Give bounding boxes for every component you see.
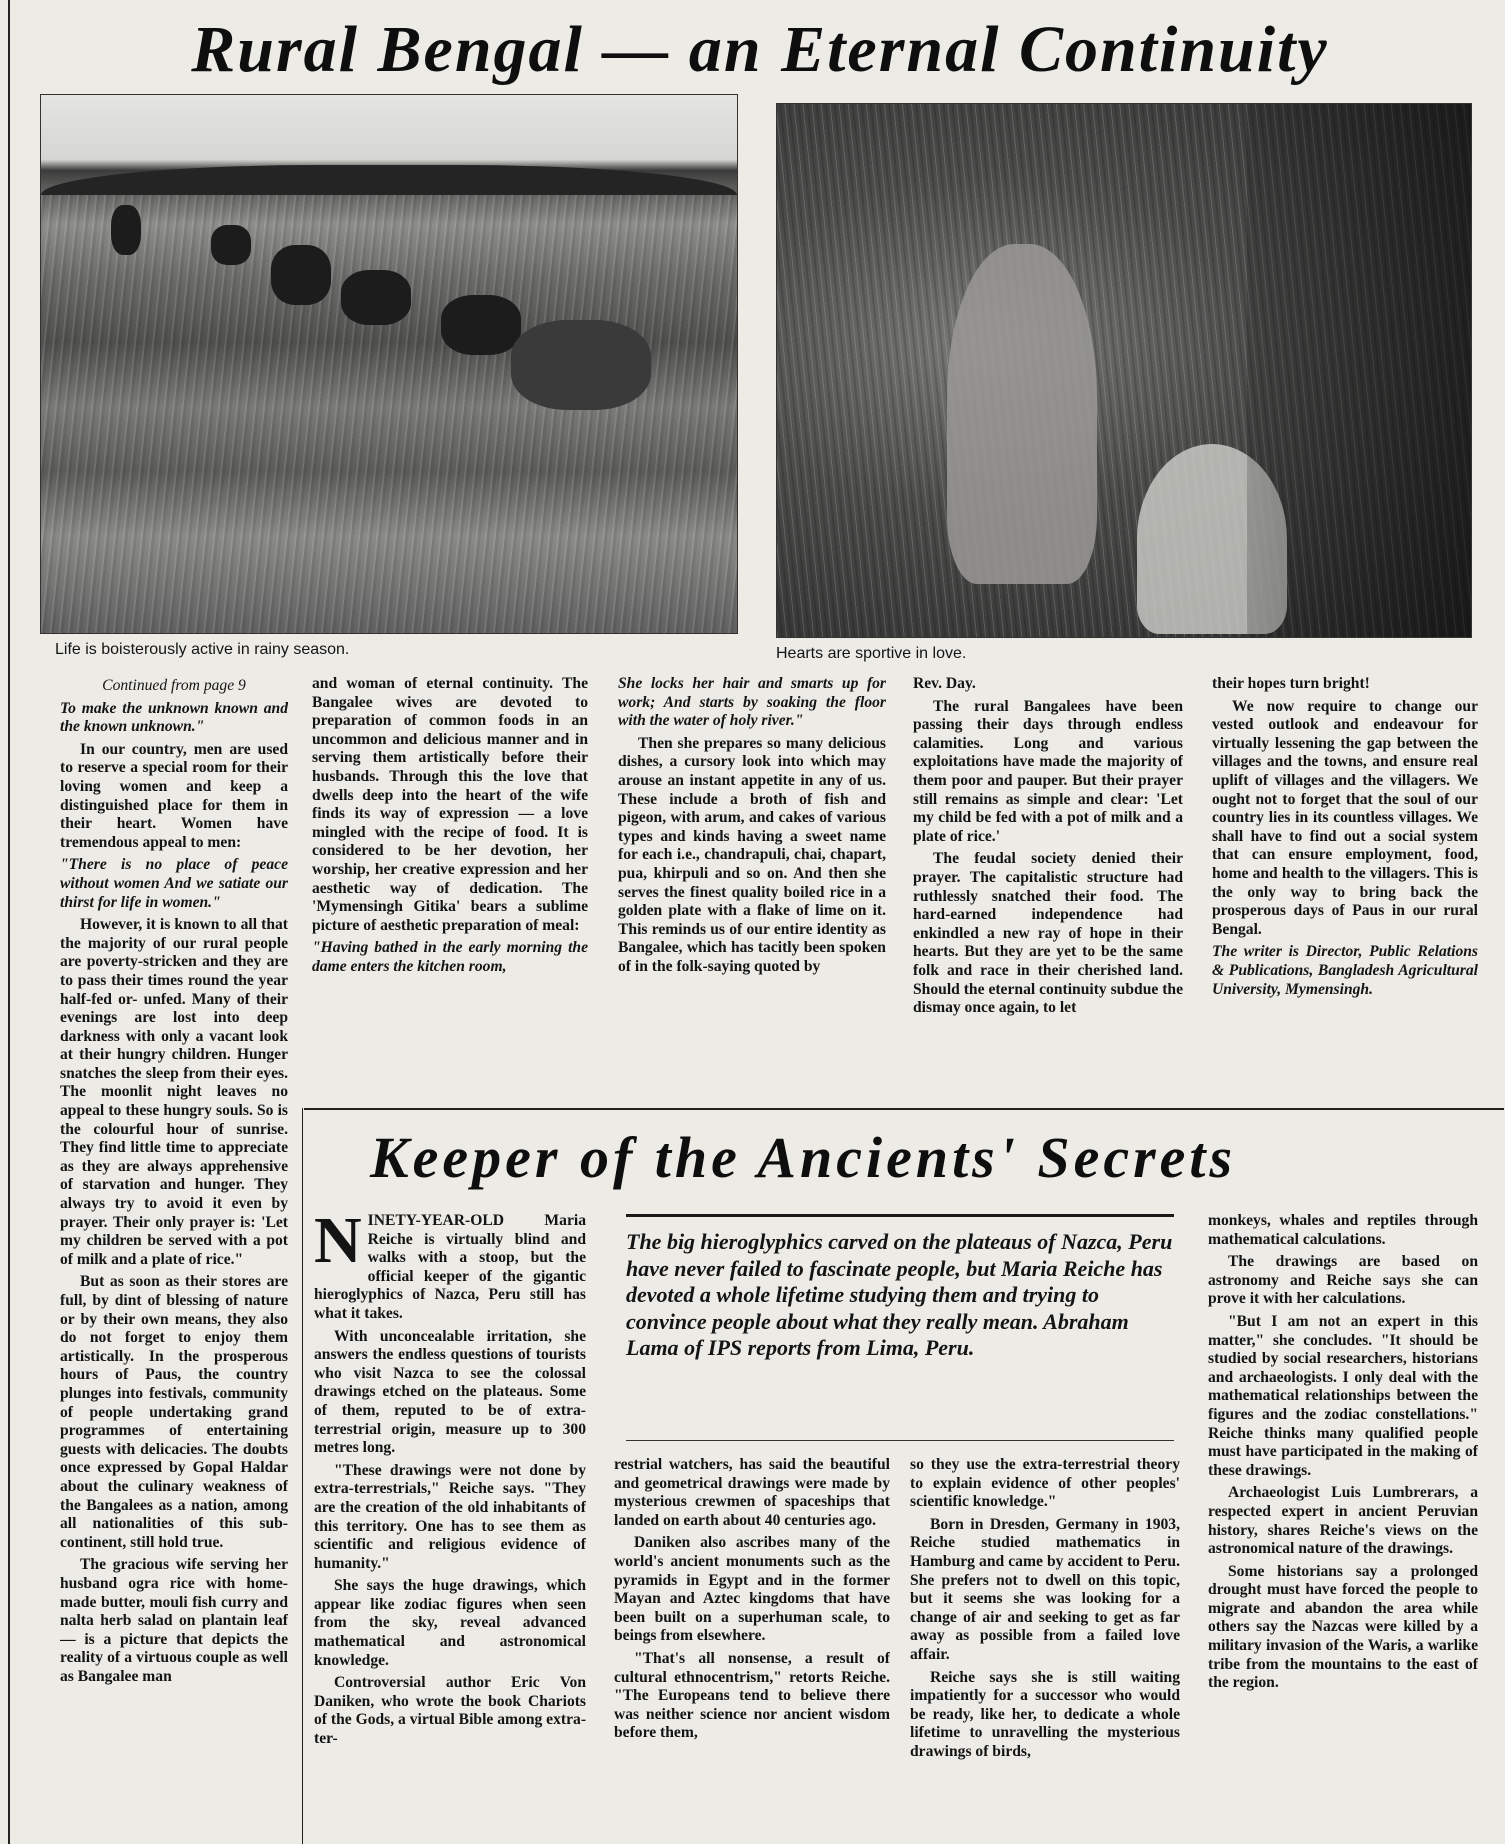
headline-keeper-ancients: Keeper of the Ancients' Secrets	[370, 1125, 1237, 1190]
quote-text: She locks her hair and smarts up for work; And starts by soaking the floor with the water of holy river."	[618, 675, 886, 730]
caption-photo-1: Life is boisterously active in rainy season.	[55, 641, 350, 658]
paragraph: "These drawings were not done by extra-terrestrials," Reiche says. "They are the creation of the old inhabitants of this territory. One has to see them as scientific and religious evidence of humanity."	[314, 1461, 586, 1572]
paragraph: In our country, men are used to reserve a special room for their loving women and keep a distinguished place for them in their heart. Women have tremendous appeal to men:	[60, 740, 288, 851]
paragraph: She says the huge drawings, which appear like zodiac figures when seen from the sky, reveal advanced mathematical and astronomical knowledge.	[314, 1577, 586, 1669]
paragraph: Reiche says she is still waiting impatiently for a successor who would be ready, like her, to dedicate a whole lifetime to unravelling the mysterious drawings of birds,	[910, 1668, 1180, 1760]
photo-paddy-texture	[41, 195, 737, 633]
photo-couple-in-reeds	[776, 103, 1472, 638]
photo-treeline	[41, 165, 737, 195]
paragraph: However, it is known to all that the majority of our rural people are poverty-stricken and they are to pass their times round the year half-fed or- unfed. Many of their evenings are lost into deep darkness with only a vacant look at their hungry children. Hunger snatches the sleep from their eyes. The moonlit night leaves no appeal to these hungry souls. So is the colourful hour of sunrise. They find little time to appreciate as they are always apprehensive of starvation and hunger. They always try to avoid it even by prayer. Their only prayer is: 'Let my children be served with a pot of milk and a plate of rice."	[60, 916, 288, 1268]
paragraph: so they use the extra-terrestrial theory to explain evidence of other peoples' scientific knowledge."	[910, 1456, 1180, 1511]
article1-column-2	[312, 675, 588, 1095]
article1-column-3	[618, 675, 886, 1105]
article2-column-1	[314, 1212, 586, 1838]
paragraph: Some historians say a prolonged drought must have forced the people to migrate and abandon the area while others say the Nazcas were killed by a military invasion of the Waris, a warlike tribe from the mountains to the east of the region.	[1208, 1562, 1478, 1692]
column-rule	[302, 1108, 303, 1844]
pull-quote	[626, 1214, 1174, 1360]
paragraph: "That's all nonsense, a result of cultural ethnocentrism," retorts Reiche. "The Europeans tend to believe there was neither science nor ancient wisdom before them,	[614, 1649, 890, 1742]
caption-photo-2: Hearts are sportive in love.	[776, 645, 967, 662]
paragraph: With unconcealable irritation, she answers the endless questions of tourists who visit Nazca to see the colossal drawings etched on the plateaus. Some of them, reputed to be of extra-terrestrial origin, measure up to 300 metres long.	[314, 1327, 586, 1457]
photo-figure	[341, 270, 411, 325]
paragraph: and woman of eternal continuity. The Bangalee wives are devoted to preparation of common foods in an uncommon and delicious manner and in serving them artistically before their husbands. Through this the love that dwells deep into the heart of the wife finds its way of expression — a love mingled with the recipe of food. It is considered to be her devotion, her worship, her creative expression and her aesthetic way of dedication. The 'Mymensingh Gitika' bears a sublime picture of aesthetic preparation of meal:	[312, 675, 588, 934]
article-divider-rule	[304, 1108, 1504, 1110]
paragraph: But as soon as their stores are full, by dint of blessing of nature or by their own means, they also do not forget to enjoy them artistically. In the prosperous hours of Paus, the country plunges into festivals, community of people undertaking grand programmes of entertaining guests with delicacies. The doubts once expressed by Gopal Haldar about the culinary weakness of the Bangalees as a nation, among all nationalities of this sub-continent, still hold true.	[60, 1273, 288, 1551]
paragraph: "But I am not an expert in this matter," she concludes. "It should be studied by social researchers, historians and archaeologists. I only deal with the mathematical relationships between the figures and the zodiac constellations." Reiche thinks many qualified people must have participated in the making of these drawings.	[1208, 1312, 1478, 1479]
pull-quote-tail: of IPS reports from Lima, Peru.	[684, 1335, 975, 1360]
paragraph: Daniken also ascribes many of the world's ancient monuments such as the pyramids in Egypt and in the former Mayan and Aztec kingdoms that have been built on a superhuman scale, to beings from elsewhere.	[614, 1534, 890, 1645]
article2-column-2	[614, 1456, 890, 1836]
photo-figure	[211, 225, 251, 265]
paragraph: restrial watchers, has said the beautiful and geometrical drawings were made by mysterious crewmen of spaceships that landed on earth about 40 centuries ago.	[614, 1456, 890, 1529]
photo-man-figure	[947, 244, 1097, 584]
paragraph: monkeys, whales and reptiles through mathematical calculations.	[1208, 1212, 1478, 1248]
paragraph: Born in Dresden, Germany in 1903, Reiche studied mathematics in Hamburg and came by accident to Peru. She prefers not to dwell on this topic, but it seems she was looking for a change of air and seeking to get as far away as possible from a failed love affair.	[910, 1515, 1180, 1663]
photo-shadow	[1247, 104, 1471, 637]
article2-column-4	[1208, 1212, 1478, 1838]
article1-column-5	[1212, 675, 1478, 1105]
pull-quote-rule	[626, 1440, 1174, 1441]
paragraph: The rural Bangalees have been passing their days through endless calamities. Long and various exploitations have made the majority of them poor and pauper. But their prayer still remains as simple and clear: 'Let my child be fed with a pot of milk and a plate of rice.'	[913, 697, 1183, 845]
photo-figure	[441, 295, 521, 355]
paragraph: The feudal society denied their prayer. The capitalistic structure had ruthlessly snatched their food. The hard-earned independence had enkindled a new ray of hope in their hearts. But they are yet to be the same folk and race in their cherished land. Should the eternal continuity subdue the dismay once again, to let	[913, 850, 1183, 1017]
photo-figure	[111, 205, 141, 255]
photo-figure	[271, 245, 331, 305]
article1-column-4	[913, 675, 1183, 1105]
continued-note: Continued from page 9	[102, 677, 246, 694]
quote-text: "Having bathed in the early morning the dame enters the kitchen room,	[312, 939, 588, 975]
paragraph: their hopes turn bright!	[1212, 675, 1370, 692]
paragraph: We now require to change our vested outlook and endeavour for virtually lessening the gap between the villages and the towns, and ensure real uplift of villages and the villagers. We ought not to forget that the soul of our country lies in its countless villages. We shall have to find out a social system that can ensure employment, food, home and health to the villagers. This is the only way to bring back the prosperous days of Paus in our rural Bengal.	[1212, 697, 1478, 938]
photo-rainy-season-field	[40, 94, 738, 634]
page-left-rule	[8, 0, 10, 1844]
paragraph: Controversial author Eric Von Daniken, who wrote the book Chariots of the Gods, a virtual Bible among extra-ter-	[314, 1674, 586, 1748]
paragraph: Then she prepares so many delicious dishes, a cursory look into which may arouse an instant appetite in any of us. These include a broth of fish and pigeon, with arum, and cakes of various types and kinds having a sweet name for each i.e., chandrapuli, chai, chapart, pua, khirpuli and so on. And then she serves the finest quality boiled rice in a golden plate with a flake of lime on it. This reminds us of our entire identity as Bangalee, which has tacitly been spoken of in the folk-saying quoted by	[618, 734, 886, 975]
paragraph: Archaeologist Luis Lumbrerars, a respected expert in ancient Peruvian history, shares Reiche's views on the astronomical nature of the drawings.	[1208, 1484, 1478, 1558]
quote-text: To make the unknown known and the known unknown."	[60, 699, 288, 736]
article1-column-1	[60, 677, 288, 1837]
photo-oxen	[511, 320, 651, 410]
paragraph: Rev. Day.	[913, 675, 976, 692]
paragraph: The drawings are based on astronomy and Reiche says she can prove it with her calculations.	[1208, 1253, 1478, 1308]
author-note: The writer is Director, Public Relations & Publications, Bangladesh Agricultural University, Mymensingh.	[1212, 943, 1478, 998]
headline-rural-bengal: Rural Bengal — an Eternal Continuity	[191, 13, 1329, 86]
lead-text: INETY-YEAR-OLD Maria Reiche is virtually blind and walks with a stoop, but the official keeper of the gigantic hieroglyphics of Nazca, Peru still has what it takes.	[314, 1212, 586, 1322]
drop-cap: N	[314, 1212, 362, 1277]
pull-quote-author: Abraham Lama	[626, 1308, 1129, 1360]
paragraph: The gracious wife serving her husband ogra rice with home-made butter, mouli fish curry and nalta herb salad on plantain leaf — is a picture that depicts the reality of a virtuous couple as well as Bangalee man	[60, 1556, 288, 1685]
pull-quote-text: The big hieroglyphics carved on the plateaus of Nazca, Peru have never failed to fascinate people, but Maria Reiche has devoted a whole lifetime studying them and trying to convince people about what they really mean.	[626, 1229, 1173, 1334]
lead-paragraph	[314, 1212, 586, 1324]
article2-column-3	[910, 1456, 1180, 1836]
quote-text: "There is no place of peace without women And we satiate our thirst for life in women."	[60, 856, 288, 911]
